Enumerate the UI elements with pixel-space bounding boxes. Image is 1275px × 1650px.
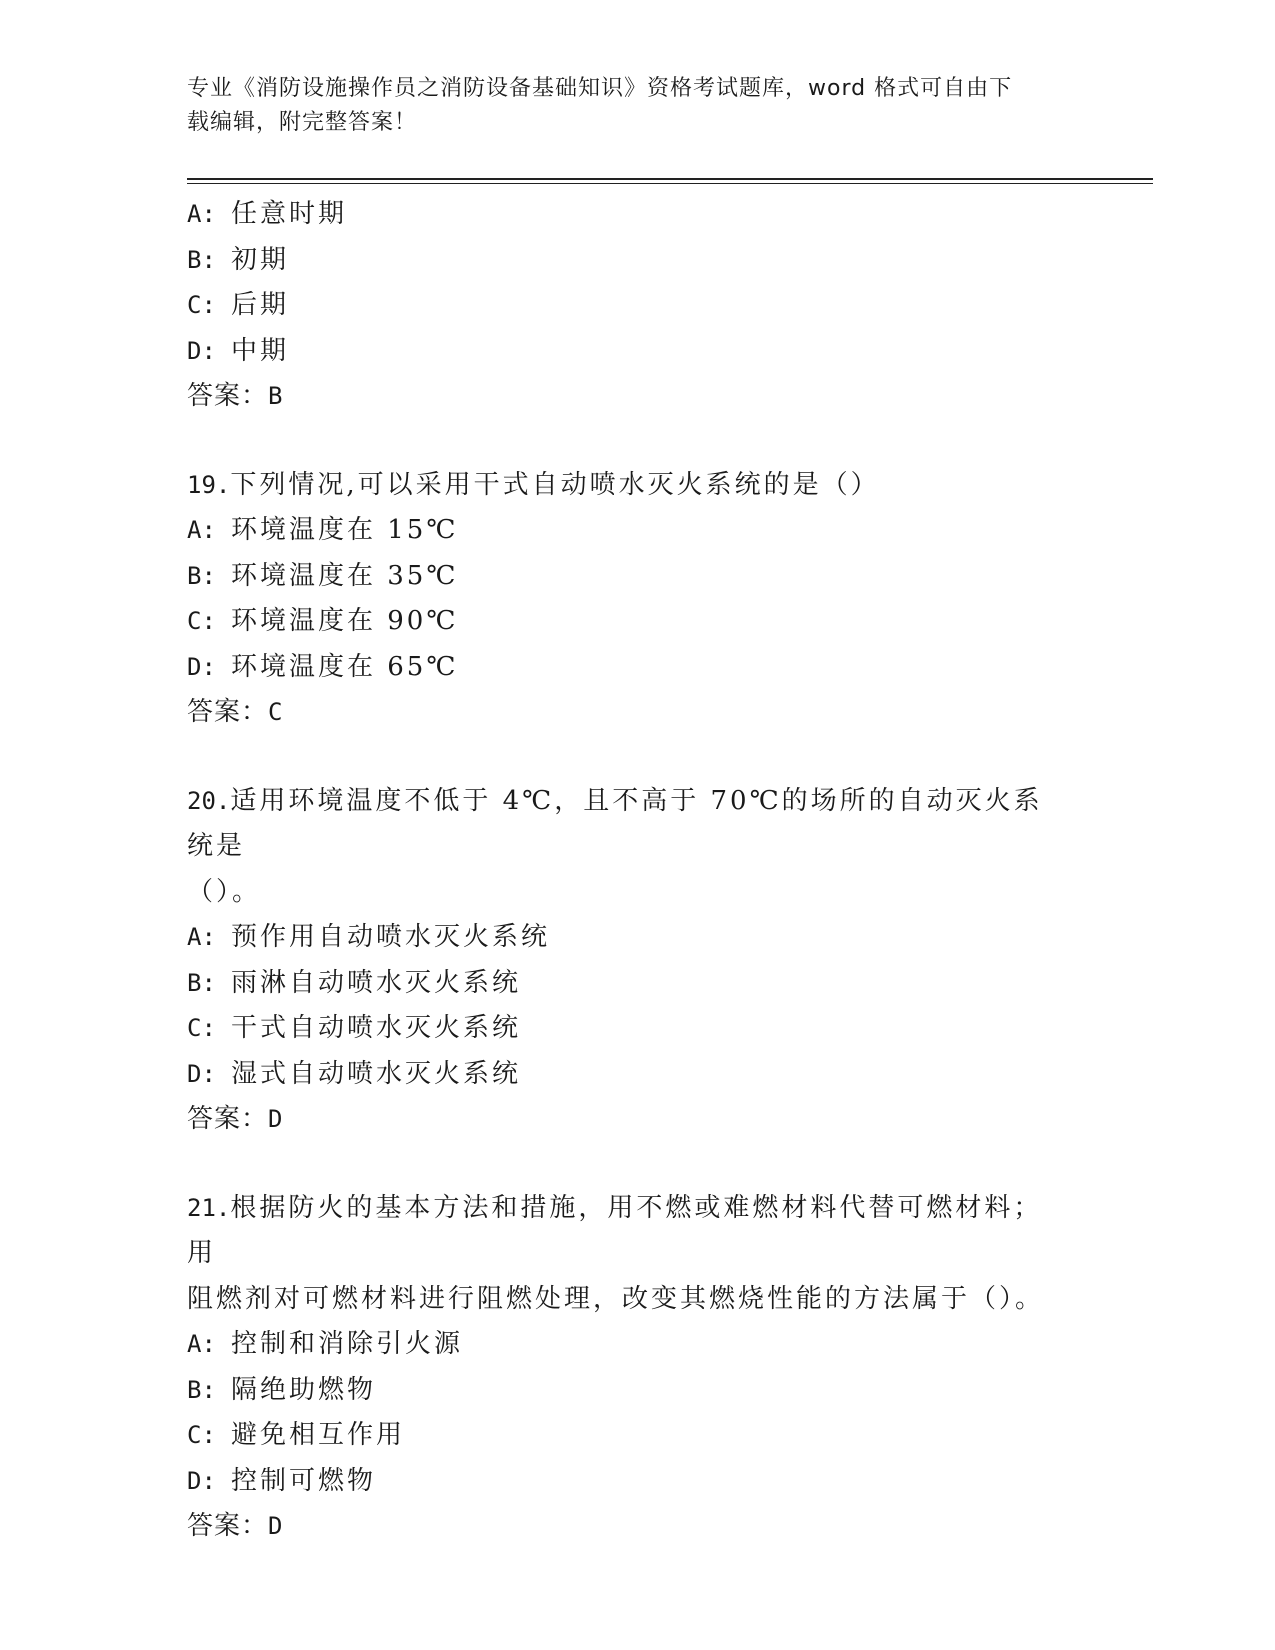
question-stem: [187, 779, 1067, 870]
answer-value: C: [268, 698, 284, 726]
question-text-line-2: （）。: [187, 876, 262, 907]
option-letter: C:: [187, 291, 216, 319]
answer-value: D: [268, 1512, 284, 1540]
question-stem-continued: [187, 870, 1067, 916]
answer-line: [187, 1097, 1087, 1143]
option-text: 雨淋自动喷水灭火系统: [231, 967, 522, 998]
option-c: [187, 1413, 1087, 1459]
question-number: 19.: [187, 470, 231, 499]
option-text: 避免相互作用: [231, 1420, 406, 1450]
option-b: [187, 1368, 1087, 1414]
option-text: 后期: [231, 290, 290, 320]
option-d: [187, 329, 1087, 375]
option-b: [187, 554, 1087, 600]
answer-label: 答案：: [187, 381, 269, 411]
option-d: [187, 1459, 1087, 1505]
option-d: [187, 1052, 1087, 1098]
option-d: [187, 645, 1087, 691]
option-letter: C:: [187, 1421, 216, 1449]
option-text: 控制和消除引火源: [231, 1329, 464, 1359]
question-text-line-1: 适用环境温度不低于 4℃，且不高于 70℃的场所的自动灭火系统是: [187, 785, 1043, 861]
question-18-block: [187, 192, 1087, 420]
option-letter: A:: [187, 1330, 216, 1358]
option-letter: A:: [187, 923, 216, 951]
option-c: [187, 1006, 1087, 1052]
option-letter: D:: [187, 1059, 216, 1088]
question-stem: [187, 1186, 1067, 1277]
option-text: 环境温度在 15℃: [231, 515, 459, 545]
answer-line: [187, 1504, 1087, 1550]
option-letter: C:: [187, 1014, 216, 1042]
option-text: 隔绝助燃物: [231, 1374, 377, 1405]
option-b: [187, 238, 1087, 284]
answer-label: 答案：: [187, 1104, 269, 1134]
answer-line: [187, 690, 1087, 736]
answer-value: B: [268, 382, 284, 410]
answer-label: 答案：: [187, 1511, 269, 1541]
option-text: 预作用自动喷水灭火系统: [231, 922, 551, 952]
option-a: [187, 1322, 1087, 1368]
question-number: 21.: [187, 1193, 231, 1222]
option-letter: B:: [187, 1375, 216, 1404]
header-divider-thin: [187, 183, 1153, 184]
option-text: 任意时期: [231, 199, 348, 229]
option-letter: D:: [187, 336, 216, 365]
header-note-line-2: 载编辑，附完整答案！: [187, 110, 418, 135]
option-b: [187, 961, 1087, 1007]
question-20-block: [187, 779, 1087, 1143]
question-text: 下列情况,可以采用干式自动喷水灭火系统的是（）: [230, 469, 880, 500]
option-text: 环境温度在 90℃: [231, 606, 459, 636]
option-text: 环境温度在 35℃: [231, 560, 459, 591]
option-letter: D:: [187, 652, 216, 681]
option-letter: B:: [187, 561, 216, 590]
answer-value: D: [268, 1105, 284, 1133]
question-stem: [187, 463, 1067, 509]
header-note: [187, 72, 1067, 140]
answer-label: 答案：: [187, 697, 269, 727]
answer-line: [187, 374, 1087, 420]
option-a: [187, 508, 1087, 554]
question-number: 20.: [187, 786, 231, 815]
option-letter: D:: [187, 1466, 216, 1495]
question-list: [187, 192, 1087, 1550]
option-a: [187, 915, 1087, 961]
header-note-line-1: 专业《消防设施操作员之消防设备基础知识》资格考试题库，word 格式可自由下: [187, 76, 1013, 101]
question-21-block: [187, 1186, 1087, 1550]
option-letter: C:: [187, 607, 216, 635]
option-letter: B:: [187, 245, 216, 274]
option-letter: A:: [187, 516, 216, 544]
option-a: [187, 192, 1087, 238]
question-stem-continued: [187, 1277, 1067, 1323]
option-text: 控制可燃物: [231, 1465, 377, 1496]
option-letter: B:: [187, 968, 216, 997]
option-text: 湿式自动喷水灭火系统: [231, 1058, 522, 1089]
question-text-line-2: 阻燃剂对可燃材料进行阻燃处理，改变其燃烧性能的方法属于（）。: [187, 1283, 1045, 1314]
option-c: [187, 599, 1087, 645]
option-c: [187, 283, 1087, 329]
option-text: 初期: [231, 244, 290, 275]
option-text: 环境温度在 65℃: [231, 651, 459, 682]
option-text: 干式自动喷水灭火系统: [231, 1013, 522, 1043]
option-letter: A:: [187, 200, 216, 228]
option-text: 中期: [231, 335, 290, 366]
question-text-line-1: 根据防火的基本方法和措施，用不燃或难燃材料代替可燃材料；用: [187, 1192, 1043, 1268]
question-19-block: [187, 463, 1087, 736]
header-divider-thick: [187, 178, 1153, 180]
